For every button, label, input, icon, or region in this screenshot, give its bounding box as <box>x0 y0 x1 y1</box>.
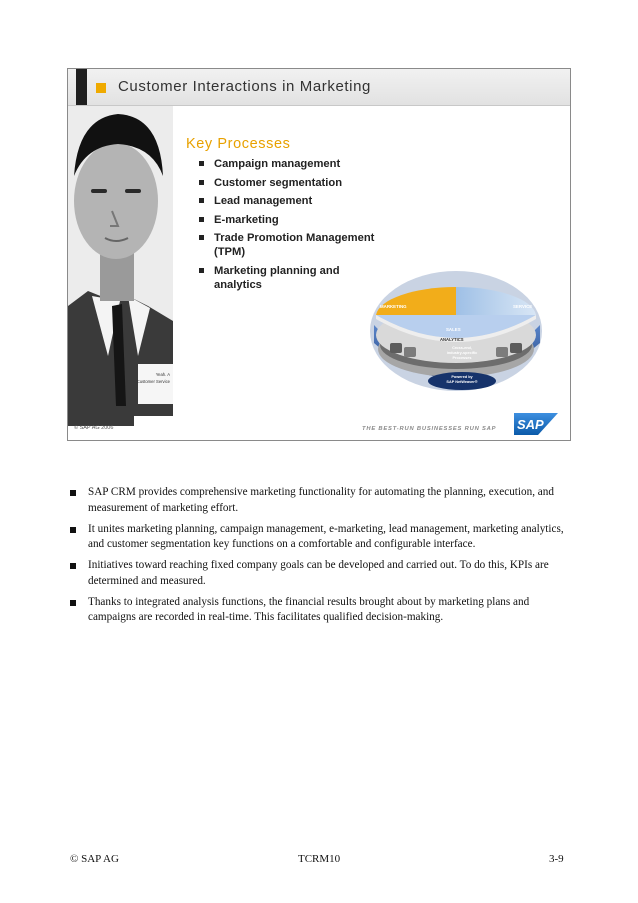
bullet-square-icon <box>199 161 204 166</box>
list-item: Lead management <box>186 194 386 208</box>
list-item: Campaign management <box>186 157 386 171</box>
bullet-square-icon <box>199 180 204 185</box>
bullet-square-icon <box>70 600 76 606</box>
photo-caption-line1: Yeah. A <box>155 372 170 377</box>
dome-powered-line2: SAP NetWeaver® <box>446 380 478 384</box>
dome-center-line3: Processes <box>452 356 472 360</box>
list-item: SAP CRM provides comprehensive marketing functionality for automating the planning, execution, and measurement of marketing effort. <box>70 485 570 516</box>
list-item: Trade Promotion Management (TPM) <box>186 231 386 259</box>
dome-center-line2: industry-specific <box>446 351 478 355</box>
list-item: It unites marketing planning, campaign management, e-marketing, lead management, marketing analytics, and customer segmentation key functions on a comfortable and configurable interface. <box>70 522 570 553</box>
dome-label-marketing: MARKETING <box>380 304 407 309</box>
slide-tagline: THE BEST-RUN BUSINESSES RUN SAP <box>362 426 497 432</box>
key-processes-title: Key Processes <box>186 136 291 152</box>
bullet-square-icon <box>70 490 76 496</box>
portrait-photo <box>68 106 173 426</box>
dome-powered-line1: Powered by <box>451 375 473 379</box>
bullet-square-icon <box>199 198 204 203</box>
bullet-square-icon <box>199 217 204 222</box>
dome-label-analytics: ANALYTICS <box>440 337 464 342</box>
header-dark-bar <box>76 69 87 105</box>
slide-title: Customer Interactions in Marketing <box>118 78 371 95</box>
slide-header <box>68 69 570 106</box>
header-gold-square <box>96 83 106 93</box>
slide-copyright: © SAP AG 2006 <box>74 425 114 431</box>
dome-label-sales: SALES <box>446 327 461 332</box>
list-item: Marketing planning and analytics <box>186 264 342 292</box>
sap-logo-text: SAP <box>517 417 544 432</box>
bullet-square-icon <box>199 235 204 240</box>
list-item: E-marketing <box>186 213 386 227</box>
slide-frame <box>67 68 571 441</box>
footer-page-number: 3-9 <box>549 853 564 865</box>
footer-course-code: TCRM10 <box>298 853 341 865</box>
bullet-square-icon <box>70 527 76 533</box>
list-item: Customer segmentation <box>186 176 386 190</box>
footer-copyright: © SAP AG <box>70 853 119 865</box>
bullet-square-icon <box>70 563 76 569</box>
photo-caption-line2: Customer Service <box>136 379 170 384</box>
key-processes-list <box>186 157 386 297</box>
dome-label-service: SERVICE <box>513 304 533 309</box>
list-item: Initiatives toward reaching fixed company goals can be developed and carried out. To do this, KPIs are determined and measured. <box>70 558 570 589</box>
bullet-square-icon <box>199 268 204 273</box>
dome-center-line1: Cross-end, <box>452 346 472 350</box>
sap-logo-icon <box>514 413 558 435</box>
body-bullet-list <box>70 485 570 631</box>
crm-dome-diagram <box>368 265 548 393</box>
list-item: Thanks to integrated analysis functions, the financial results brought about by marketing plans and campaigns are recorded in real-time. This facilitates qualified decision-making. <box>70 595 570 626</box>
